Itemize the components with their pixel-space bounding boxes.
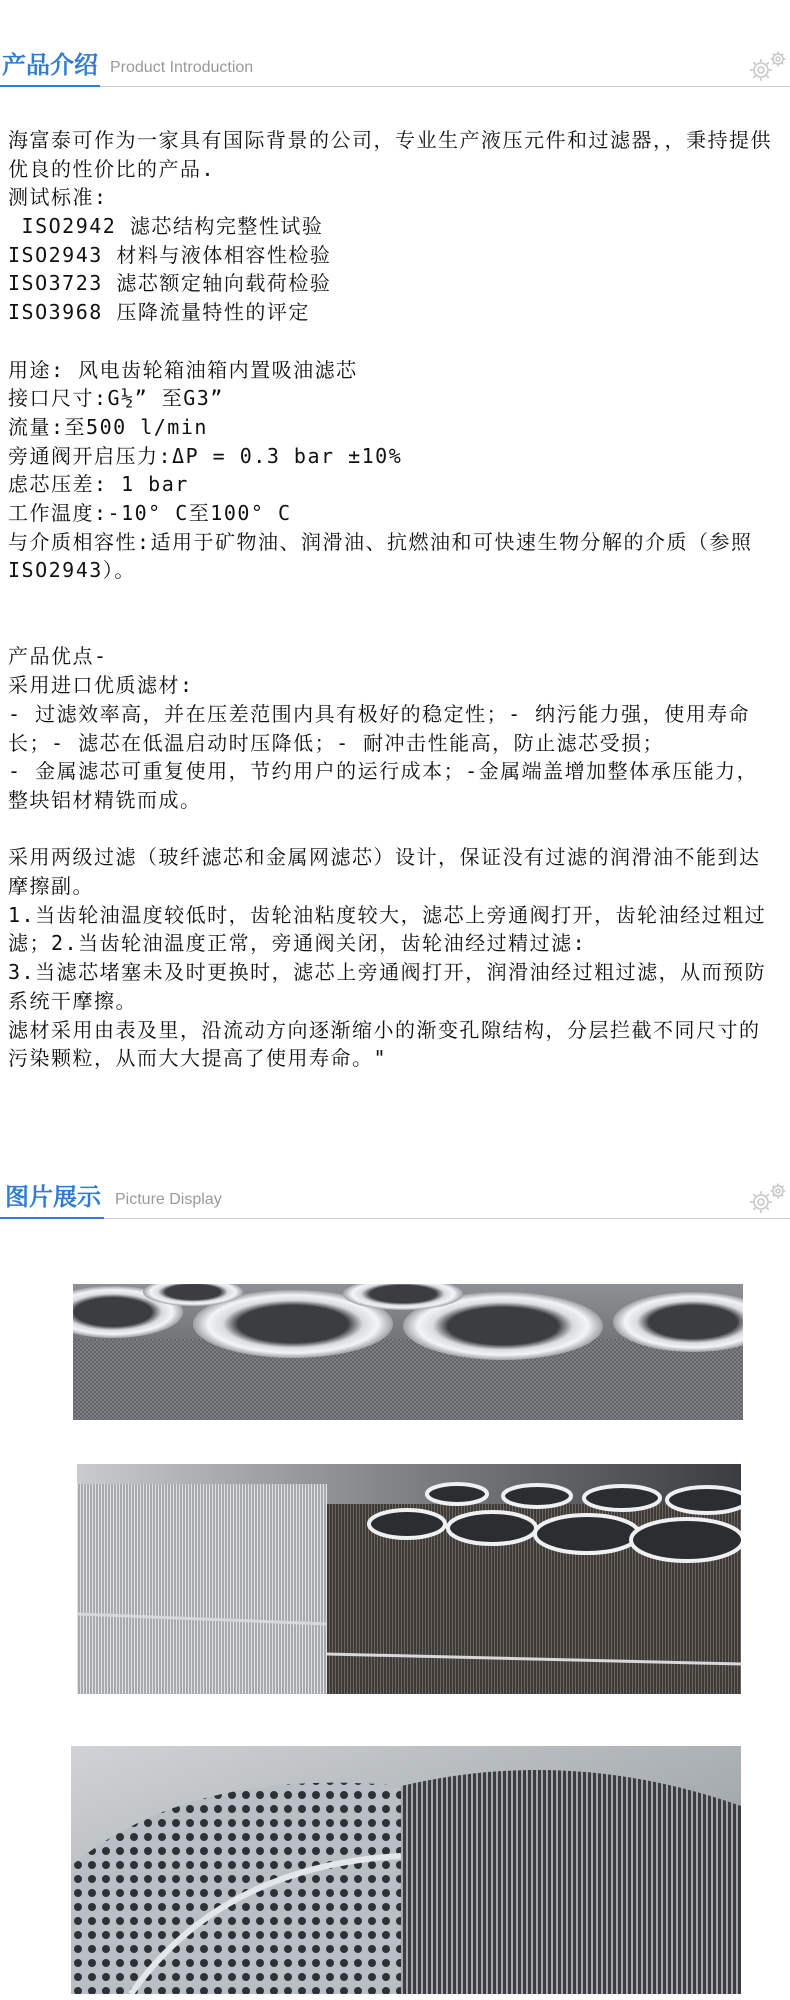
gear-icon [746,1182,788,1216]
design-paragraph: 滤材采用由表及里，沿流动方向逐渐缩小的渐变孔隙结构，分层拦截不同尺寸的污染颗粒，从而大大提高了使用寿命。" [8,1017,761,1071]
section-underline [0,85,100,87]
standard-item: ISO3968 压降流量特性的评定 [8,300,310,325]
standards-label: 测试标准: [8,185,108,210]
section-subtitle: Picture Display [115,1191,222,1208]
spec-item: 旁通阀开启压力:ΔP = 0.3 bar ±10% [8,443,403,468]
section-divider [104,1218,790,1219]
filter-photo-rows [77,1464,741,1694]
product-introduction [8,126,778,1073]
section-header-pictures [0,1182,790,1216]
section-title: 产品介绍 [2,51,98,79]
spec-item: 虑芯压差: 1 bar [8,472,189,497]
company-description: 海富泰可作为一家具有国际背景的公司，专业生产液压元件和过滤器，，秉持提供优良的性价比的产品. [8,128,772,181]
spec-item: 接口尺寸:G½” 至G3” [8,386,224,411]
section-underline [0,1217,104,1219]
advantage-item: - 过滤效率高，并在压差范围内具有极好的稳定性；- 纳污能力强，使用寿命长；- 滤芯在低温启动时压降低；- 耐冲击性能高，防止滤芯受损； [8,701,751,755]
compatibility-text: 与介质相容性:适用于矿物油、润滑油、抗燃油和可快速生物分解的介质（参照ISO2943）。 [8,529,753,583]
advantages-label: 产品优点- [8,644,108,669]
section-title: 图片展示 [5,1183,101,1211]
advantage-item: 采用进口优质滤材: [8,673,194,698]
design-paragraph: 1.当齿轮油温度较低时，齿轮油粘度较大，滤芯上旁通阀打开，齿轮油经过粗过滤；2.当齿轮油温度正常，旁通阀关闭，齿轮油经过精过滤: [8,902,767,956]
spec-item: 工作温度:-10° C至100° C [8,500,292,525]
spacer [8,815,778,844]
spec-item: 流量:至500 l/min [8,414,208,439]
filter-photo-end-caps [73,1284,743,1420]
standard-item: ISO3723 滤芯额定轴向载荷检验 [8,271,332,296]
design-paragraph: 3.当滤芯堵塞未及时更换时，滤芯上旁通阀打开，润滑油经过粗过滤，从而预防系统干摩擦。 [8,960,767,1013]
spacer [8,327,778,356]
section-subtitle: Product Introduction [110,59,254,76]
section-header-intro [0,50,790,84]
gear-icon [746,50,788,84]
standard-item: ISO2942 滤芯结构完整性试验 [8,214,324,239]
advantage-item: - 金属滤芯可重复使用，节约用户的运行成本；-金属端盖增加整体承压能力，整块铝材精铣而成。 [8,759,759,812]
section-divider [100,86,790,87]
perforated-filter-image [71,1746,741,1994]
filter-cartridges-image [77,1464,741,1694]
design-paragraph: 采用两级过滤（玻纤滤芯和金属网滤芯）设计，保证没有过滤的润滑油不能到达摩擦副。 [8,845,761,899]
spec-item: 用途: 风电齿轮箱油箱内置吸油滤芯 [8,357,358,382]
filter-photo-perforated [71,1746,741,1994]
filter-cartridges-image [73,1284,743,1420]
spacer [8,585,778,642]
standard-item: ISO2943 材料与液体相容性检验 [8,242,332,267]
